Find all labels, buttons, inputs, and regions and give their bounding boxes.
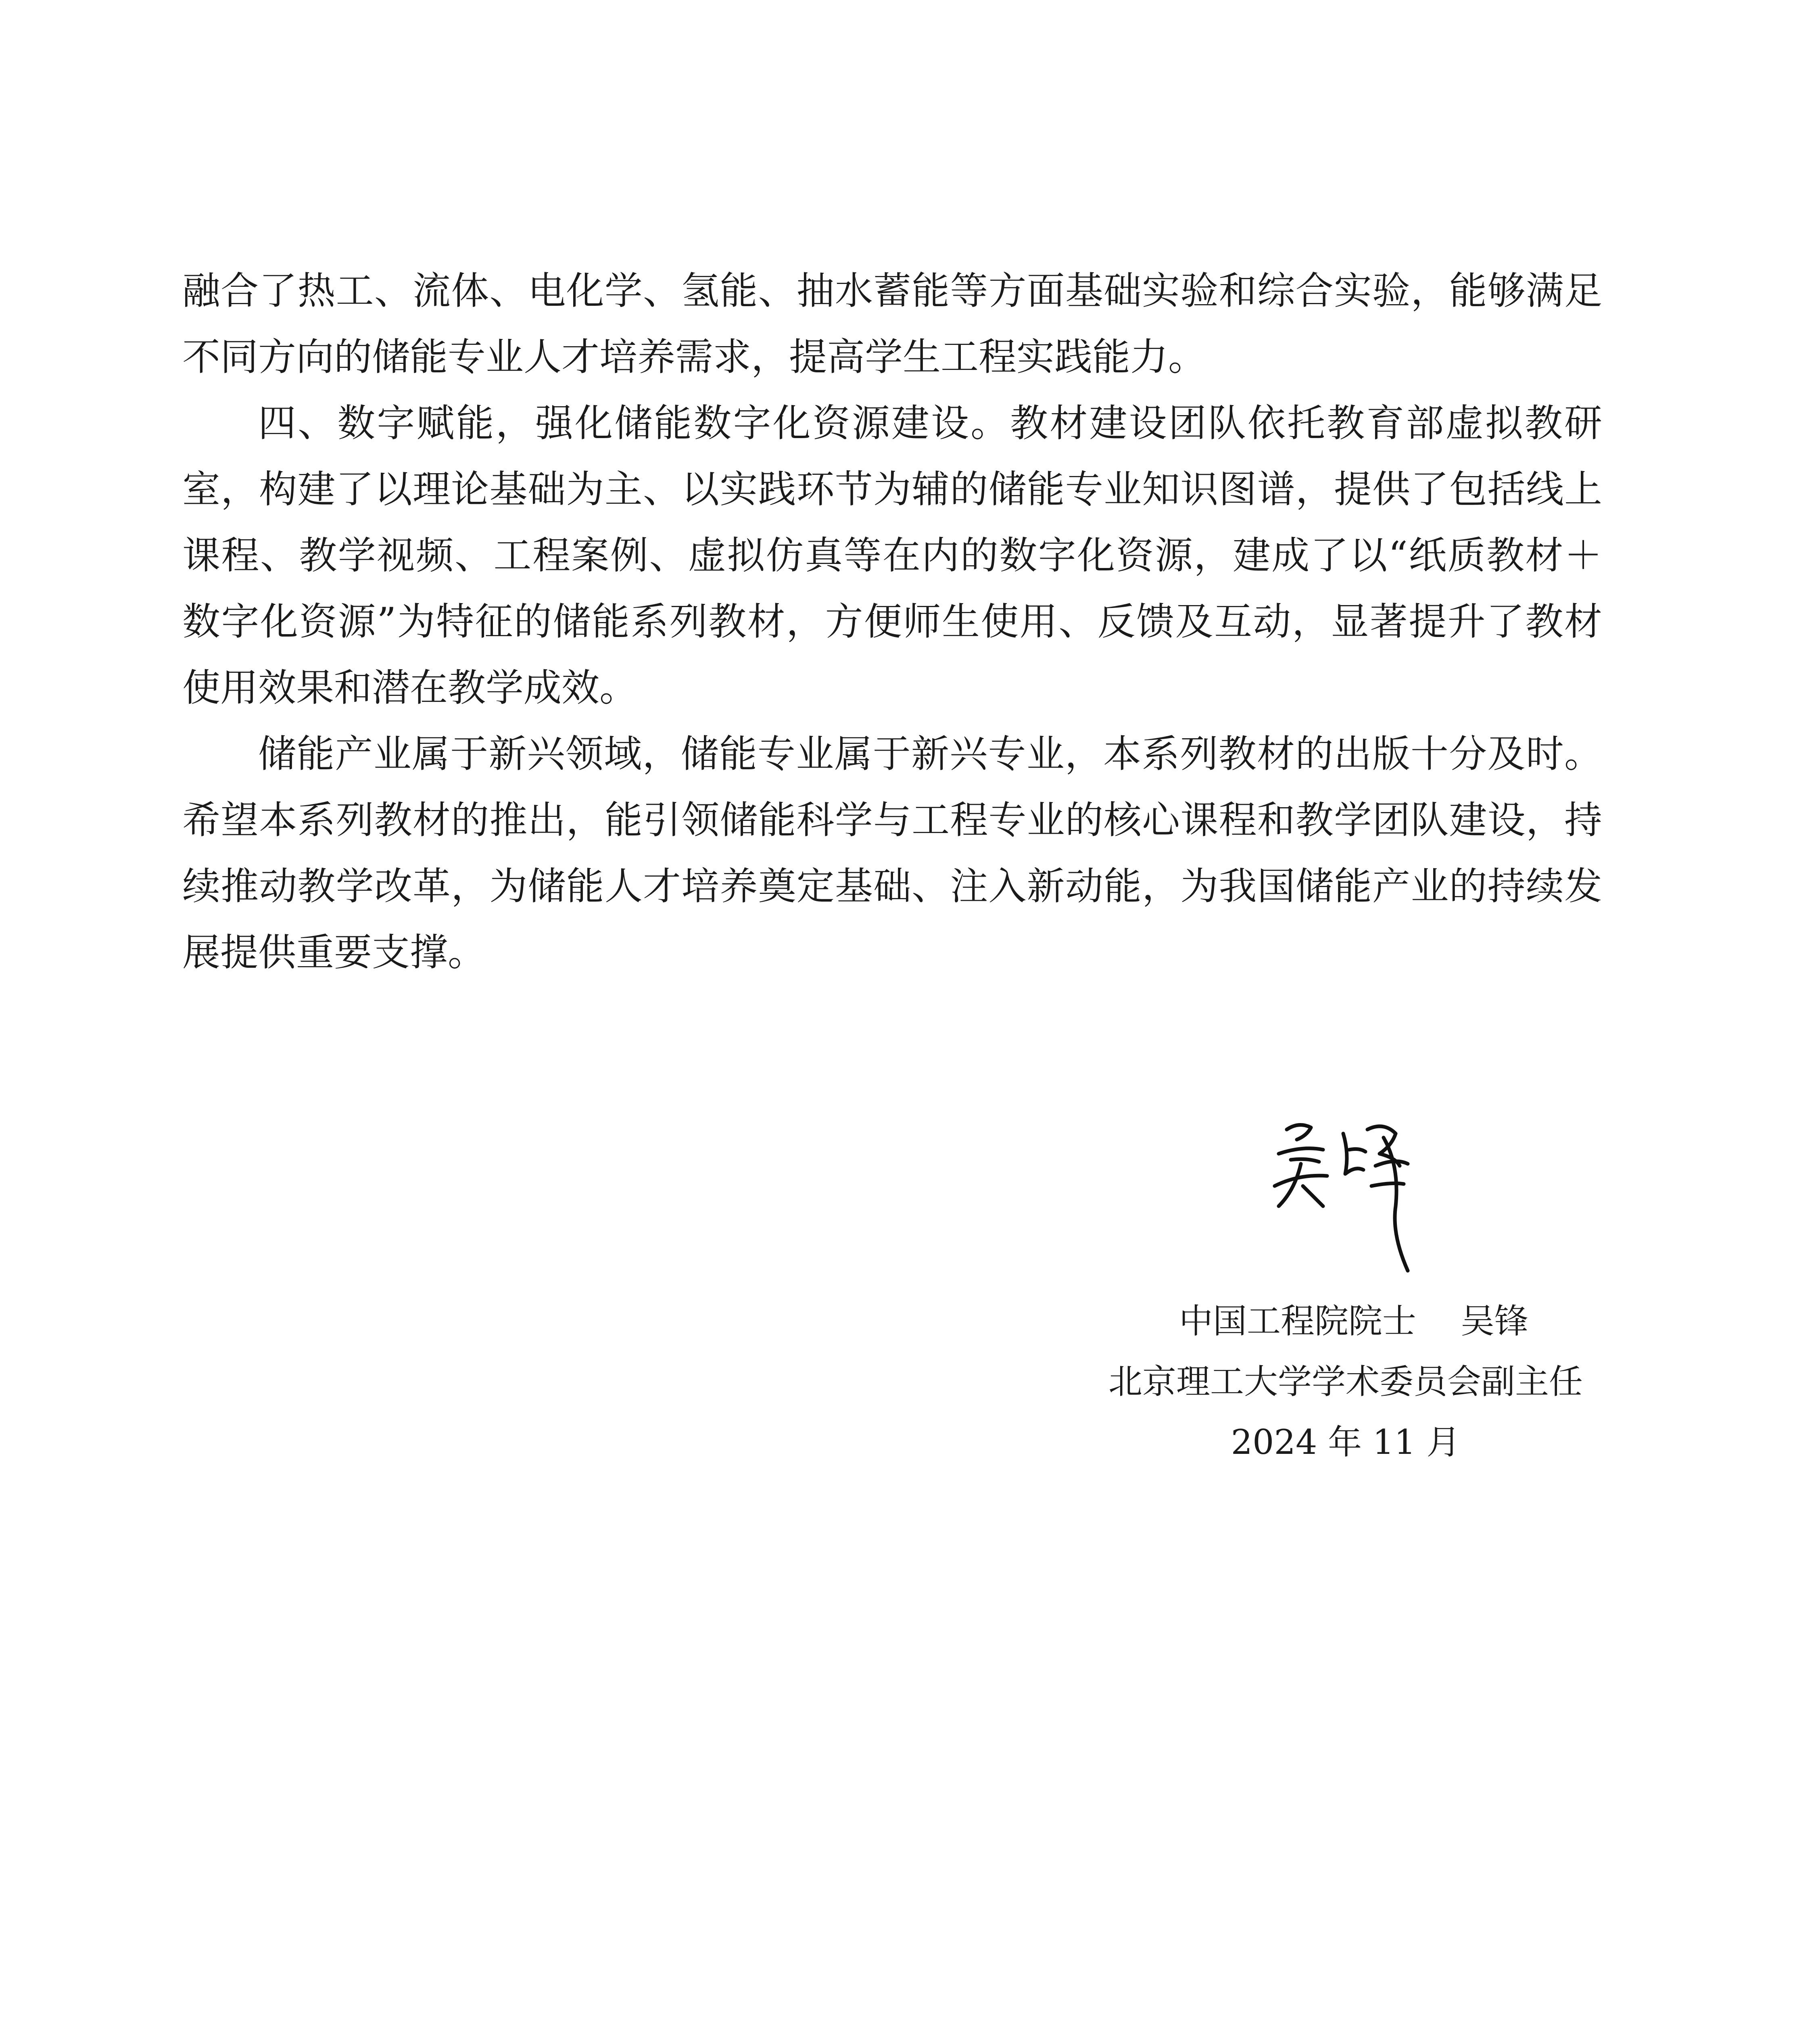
signer-line — [1089, 1291, 1602, 1351]
signature-date: 2024 年 11 月 — [1231, 1422, 1461, 1462]
signer-title: 中国工程院院士 — [1179, 1301, 1416, 1341]
paragraph-conclusion: 储能产业属于新兴领域，储能专业属于新兴专业，本系列教材的出版十分及时。希望本系列教材的推出，能引领储能科学与工程专业的核心课程和教学团队建设，持续推动教学改革，为储能人才培养奠定基础、注入新动能，为我国储能产业的持续发展提供重要支撑。 — [182, 732, 1602, 975]
signer-name: 吴锋 — [1461, 1301, 1529, 1341]
paragraph-continued: 融合了热工、流体、电化学、氢能、抽水蓄能等方面基础实验和综合实验，能够满足不同方向的储能专业人才培养需求，提高学生工程实践能力。 — [182, 269, 1602, 379]
paragraph-digital-resources: 四、数字赋能，强化储能数字化资源建设。教材建设团队依托教育部虚拟教研室，构建了以理论基础为主、以实践环节为辅的储能专业知识图谱，提供了包括线上课程、教学视频、工程案例、虚拟仿真等在内的数字化资源，建成了以“纸质教材＋数字化资源”为特征的储能系列教材，方便师生使用、反馈及互动，显著提升了教材使用效果和潜在教学成效。 — [182, 401, 1602, 710]
signer-position: 北京理工大学学术委员会副主任 — [1108, 1362, 1583, 1401]
signature-image — [1263, 1105, 1440, 1283]
handwritten-signature — [1263, 1105, 1440, 1283]
signature-block — [1089, 1291, 1602, 1472]
body-text — [182, 258, 1602, 986]
